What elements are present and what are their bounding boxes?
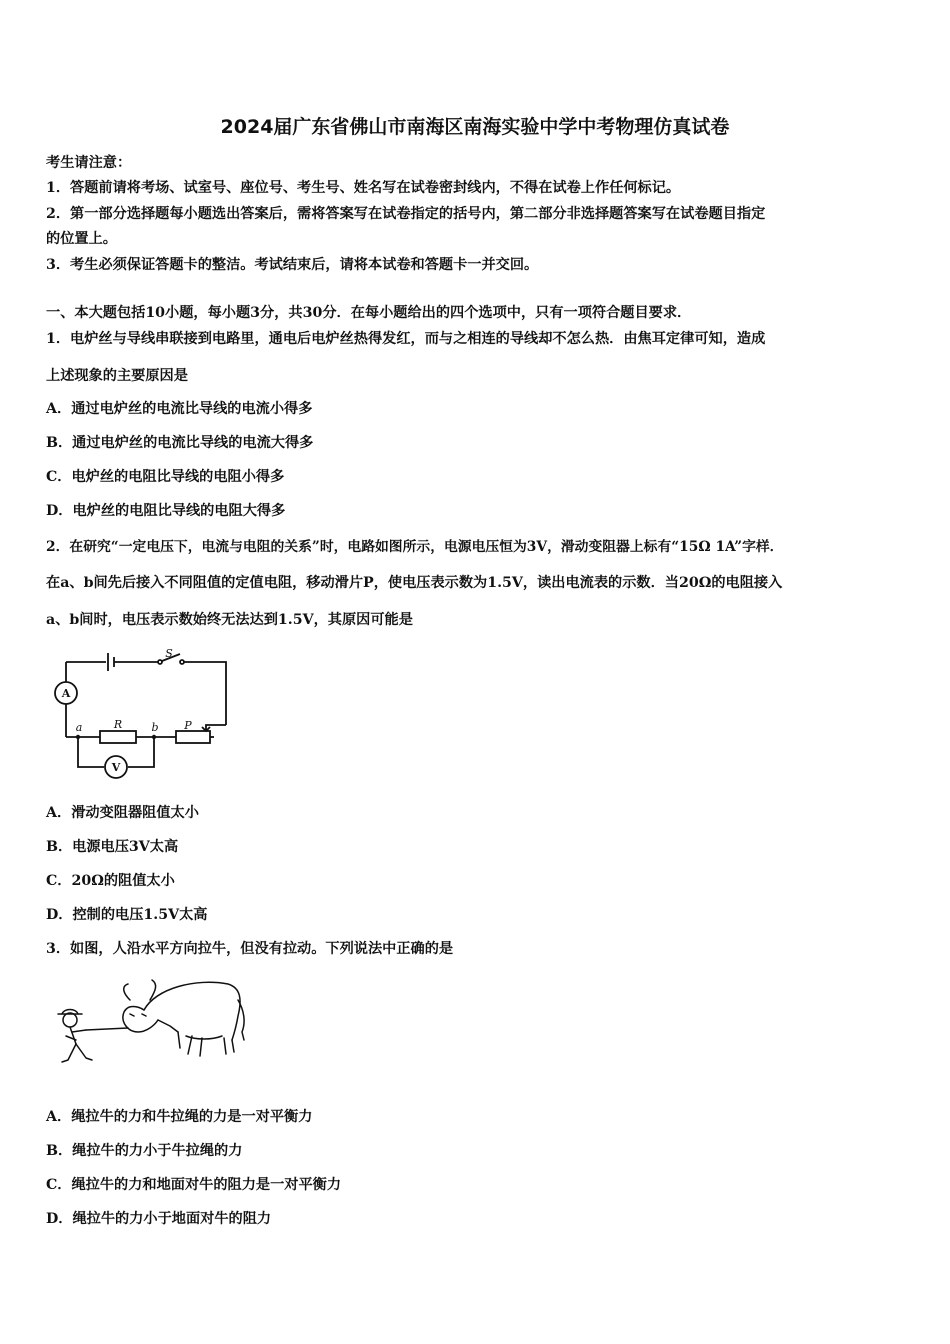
notice-item-1: 1．答题前请将考场、试室号、座位号、考生号、姓名写在试卷密封线内，不得在试卷上作任何标记。	[46, 180, 681, 196]
question-1-option-c[interactable]: C．电炉丝的电阻比导线的电阻小得多	[46, 469, 285, 485]
voltmeter-label: V	[111, 761, 121, 774]
question-2-line-1: 2．在研究“一定电压下，电流与电阻的关系”时，电路如图所示，电源电压恒为3V，滑动变阻器上标有“15Ω 1A”字样．	[46, 539, 784, 555]
question-1-option-d[interactable]: D．电炉丝的电阻比导线的电阻大得多	[46, 503, 286, 519]
question-3-line-1: 3．如图，人沿水平方向拉牛，但没有拉动。下列说法中正确的是	[46, 941, 454, 957]
slider-label: P	[184, 719, 192, 732]
notice-item-3: 3．考生必须保证答题卡的整洁。考试结束后，请将本试卷和答题卡一并交回。	[46, 257, 539, 273]
question-3-option-a[interactable]: A．绳拉牛的力和牛拉绳的力是一对平衡力	[46, 1109, 313, 1125]
switch-label: S	[165, 647, 173, 660]
question-3-option-d[interactable]: D．绳拉牛的力小于地面对牛的阻力	[46, 1211, 272, 1227]
question-2-option-a[interactable]: A．滑动变阻器阻值太小	[46, 805, 199, 821]
notice-item-2-cont: 的位置上。	[46, 231, 117, 247]
point-a-label: a	[75, 721, 83, 734]
question-1-option-b[interactable]: B．通过电炉丝的电流比导线的电流大得多	[46, 435, 314, 451]
question-1-line-1: 1．电炉丝与导线串联接到电路里，通电后电炉丝热得发红，而与之相连的导线却不怎么热．由焦耳定律可知，造成	[46, 331, 766, 347]
resistor-label: R	[113, 718, 123, 731]
question-2-option-b[interactable]: B．电源电压3V太高	[46, 839, 179, 855]
question-3-option-c[interactable]: C．绳拉牛的力和地面对牛的阻力是一对平衡力	[46, 1177, 342, 1193]
question-3-option-b[interactable]: B．绳拉牛的力小于牛拉绳的力	[46, 1143, 243, 1159]
question-2-line-2: 在a、b间先后接入不同阻值的定值电阻，移动滑片P，使电压表示数为1.5V，读出电流表的示数．当20Ω的电阻接入	[46, 575, 783, 591]
circuit-diagram	[48, 645, 233, 780]
page-title: 2024届广东省佛山市南海区南海实验中学中考物理仿真试卷	[220, 116, 730, 138]
notice-heading: 考生请注意：	[46, 155, 132, 171]
question-2-line-3: a、b间时，电压表示数始终无法达到1.5V，其原因可能是	[46, 612, 413, 628]
section-heading: 一、本大题包括10小题，每小题3分，共30分．在每小题给出的四个选项中，只有一项符合题目要求．	[46, 305, 692, 321]
ammeter-label: A	[61, 687, 71, 700]
man-pulling-ox-illustration	[46, 970, 251, 1078]
question-1-line-2: 上述现象的主要原因是	[46, 368, 188, 384]
notice-item-2: 2．第一部分选择题每小题选出答案后，需将答案写在试卷指定的括号内，第二部分非选择题答案写在试卷题目指定	[46, 206, 766, 222]
question-1-option-a[interactable]: A．通过电炉丝的电流比导线的电流小得多	[46, 401, 313, 417]
question-2-option-c[interactable]: C．20Ω的阻值太小	[46, 873, 175, 889]
question-2-option-d[interactable]: D．控制的电压1.5V太高	[46, 907, 208, 923]
point-b-label: b	[151, 721, 159, 734]
